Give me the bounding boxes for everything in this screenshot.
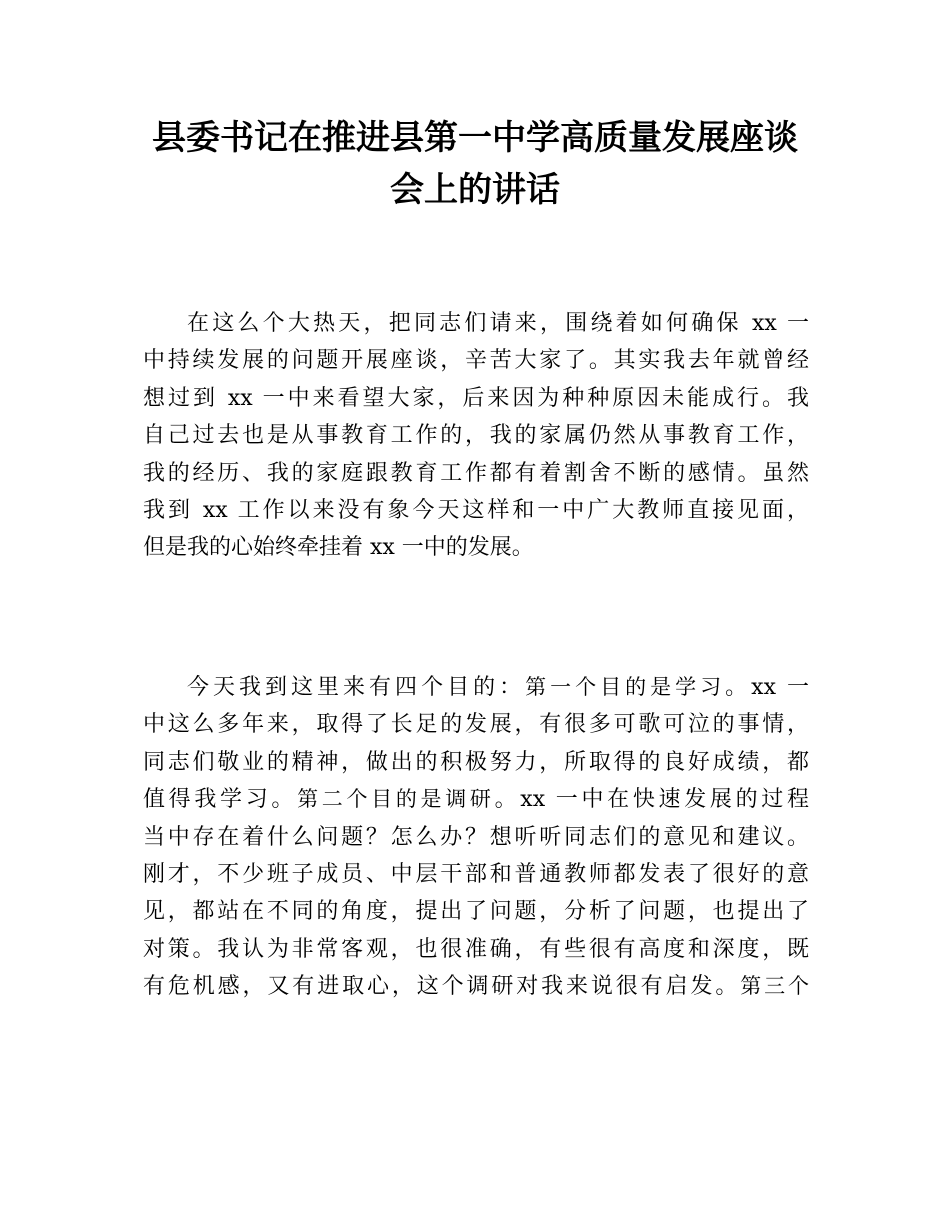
paragraph-line bbox=[143, 968, 809, 1005]
paragraph-line: 见，都站在不同的角度，提出了问题，分析了问题，也提出了 bbox=[143, 899, 809, 925]
paragraph-line: 在这么个大热天，把同志们请来，围绕着如何确保 xx 一 bbox=[187, 311, 809, 336]
paragraph-line: 刚才，不少班子成员、中层干部和普通教师都发表了很好的意 bbox=[143, 862, 809, 888]
emphasis-first-purpose: 第一个目的是学习 bbox=[525, 675, 726, 699]
text-run: 。xx 一中在快速发展的过程 bbox=[494, 787, 809, 813]
document-title bbox=[100, 112, 850, 216]
paragraph-opening bbox=[143, 305, 809, 567]
paragraph-line: 我到 xx 工作以来没有象今天这样和一中广大教师直接见面， bbox=[143, 498, 809, 524]
title-line-1: 县委书记在推进县第一中学高质量发展座谈 bbox=[152, 118, 798, 158]
text-run: 。xx 一 bbox=[725, 675, 809, 700]
paragraph-line: 当中存在着什么问题？怎么办？想听听同志们的意见和建议。 bbox=[143, 824, 809, 850]
paragraph-line: 中持续发展的问题开展座谈，辛苦大家了。其实我去年就曾经 bbox=[143, 348, 809, 374]
paragraph-line: 中这么多年来，取得了长足的发展，有很多可歌可泣的事情， bbox=[143, 712, 809, 738]
paragraph-line: 自己过去也是从事教育工作的，我的家属仍然从事教育工作， bbox=[143, 423, 809, 449]
title-line-2: 会上的讲话 bbox=[390, 170, 560, 210]
paragraph-line: 同志们敬业的精神，做出的积极努力，所取得的良好成绩，都 bbox=[143, 749, 809, 775]
text-run: 值得我学习。 bbox=[143, 787, 298, 813]
paragraph-purposes bbox=[143, 669, 809, 1006]
paragraph-line: 但是我的心始终牵挂着 xx 一中的发展。 bbox=[143, 535, 534, 561]
text-run: 有危机感，又有进取心，这个调研对我来说很有启发。 bbox=[143, 974, 741, 1000]
text-run: 今天我到这里来有四个目的： bbox=[187, 675, 526, 700]
paragraph-line: 我的经历、我的家庭跟教育工作都有着割舍不断的感情。虽然 bbox=[143, 460, 809, 486]
emphasis-second-purpose: 第二个目的是调研 bbox=[297, 787, 495, 812]
paragraph-line bbox=[143, 669, 809, 706]
emphasis-third-purpose: 第三个 bbox=[740, 974, 809, 999]
paragraph-line: 对策。我认为非常客观，也很准确，有些很有高度和深度，既 bbox=[143, 936, 809, 962]
paragraph-line bbox=[143, 781, 809, 818]
paragraph-line: 想过到 xx 一中来看望大家，后来因为种种原因未能成行。我 bbox=[143, 385, 809, 411]
